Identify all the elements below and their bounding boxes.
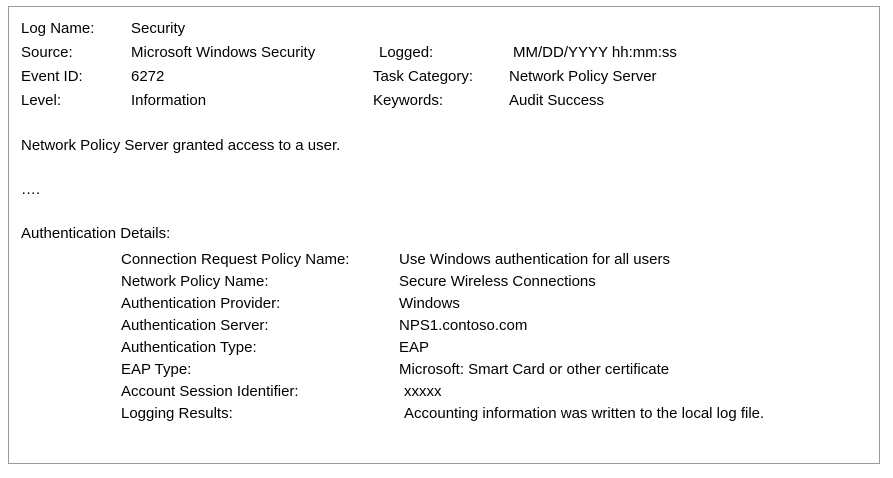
level-value: Information bbox=[131, 92, 207, 109]
detail-value: Accounting information was written to the local log file. bbox=[404, 405, 765, 422]
detail-value: NPS1.contoso.com bbox=[399, 317, 528, 334]
event-content bbox=[21, 17, 869, 457]
detail-label: Account Session Identifier: bbox=[121, 383, 299, 400]
detail-label: Authentication Server: bbox=[121, 317, 269, 334]
detail-label: Logging Results: bbox=[121, 405, 233, 422]
event-details-panel bbox=[8, 6, 880, 464]
event-header-fields bbox=[21, 17, 869, 113]
detail-row-authentication-server bbox=[21, 315, 869, 337]
event-id-label: Event ID: bbox=[21, 68, 83, 85]
detail-value: Secure Wireless Connections bbox=[399, 273, 596, 290]
spacer-after-description bbox=[21, 157, 869, 179]
detail-value: xxxxx bbox=[404, 383, 442, 400]
logged-value: MM/DD/YYYY hh:mm:ss bbox=[513, 44, 677, 61]
source-value: Microsoft Windows Security bbox=[131, 44, 316, 61]
detail-row-account-session-identifier bbox=[21, 381, 869, 403]
spacer-after-ellipsis bbox=[21, 201, 869, 223]
source-label: Source: bbox=[21, 44, 73, 61]
detail-label: EAP Type: bbox=[121, 361, 192, 378]
authentication-details-title: Authentication Details: bbox=[21, 225, 171, 242]
event-id-value: 6272 bbox=[131, 68, 165, 85]
detail-value: Use Windows authentication for all users bbox=[399, 251, 670, 268]
log-name-label: Log Name: bbox=[21, 20, 95, 37]
keywords-label: Keywords: bbox=[373, 92, 444, 109]
detail-value: Windows bbox=[399, 295, 460, 312]
keywords-value: Audit Success bbox=[509, 92, 605, 109]
detail-row-logging-results bbox=[21, 403, 869, 425]
detail-row-connection-request-policy-name bbox=[21, 249, 869, 271]
detail-row-authentication-provider bbox=[21, 293, 869, 315]
task-category-label: Task Category: bbox=[373, 68, 474, 85]
authentication-details-list bbox=[21, 249, 869, 425]
header-row-log-name bbox=[21, 17, 869, 41]
detail-label: Network Policy Name: bbox=[121, 273, 269, 290]
spacer-after-header bbox=[21, 113, 869, 135]
detail-label: Authentication Provider: bbox=[121, 295, 281, 312]
detail-row-authentication-type bbox=[21, 337, 869, 359]
event-truncation-marker: …. bbox=[21, 181, 41, 198]
log-name-value: Security bbox=[131, 20, 186, 37]
detail-label: Connection Request Policy Name: bbox=[121, 251, 350, 268]
detail-row-eap-type bbox=[21, 359, 869, 381]
header-row-event-id bbox=[21, 65, 869, 89]
level-label: Level: bbox=[21, 92, 62, 109]
header-row-source bbox=[21, 41, 869, 65]
task-category-value: Network Policy Server bbox=[509, 68, 657, 85]
logged-label: Logged: bbox=[379, 44, 434, 61]
event-description: Network Policy Server granted access to a user. bbox=[21, 137, 341, 154]
detail-row-network-policy-name bbox=[21, 271, 869, 293]
detail-label: Authentication Type: bbox=[121, 339, 257, 356]
header-row-level bbox=[21, 89, 869, 113]
detail-value: Microsoft: Smart Card or other certificate bbox=[399, 361, 670, 378]
detail-value: EAP bbox=[399, 339, 430, 356]
